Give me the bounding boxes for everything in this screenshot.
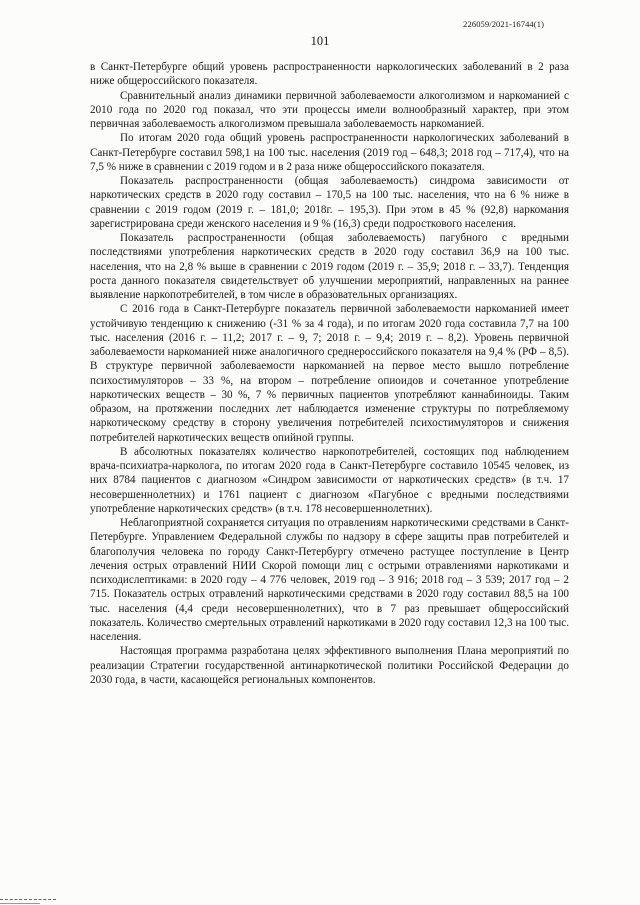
- document-body: [90, 60, 569, 687]
- scan-artifact-line: [0, 903, 40, 904]
- scan-artifact-line: [0, 899, 56, 901]
- paragraph: С 2016 года в Санкт-Петербурге показатель первичной заболеваемости наркоманией имеет устойчивую тенденцию к снижению (-31 % за 4 года), и по итогам 2020 года составила 7,7 на 100 тыс. населения (2016 г. – 11,2; 2017 г. – 9, 7; 2018 г. – 9,4; 2019 г. – 8,2). Уровень первичной заболеваемости наркоманией ниже аналогичного среднероссийского показателя на 9,4 % (РФ – 8,5). В структуре первичной заболеваемости наркоманией на первое место вышло потребление психостимуляторов – 33 %, на втором – потребление опиоидов и сочетанное употребление наркотических веществ – 30 %, 7 % первичных пациентов употребляют каннабиноиды. Таким образом, на протяжении последних лет наблюдается изменение структуры по потребляемому наркотическому средству в сторону увеличения потребителей психостимуляторов и снижения потребителей наркотических веществ опийной группы.: [90, 303, 569, 444]
- page-number: 101: [310, 34, 330, 48]
- paragraph: в Санкт-Петербурге общий уровень распространенности наркологических заболеваний в 2 раза ниже общероссийского показателя.: [90, 61, 569, 88]
- paragraph: По итогам 2020 года общий уровень распространенности наркологических заболеваний в Санкт-Петербурге составил 598,1 на 100 тыс. населения (2019 год – 648,3; 2018 год – 717,4), что на 7,5 % ниже в сравнении с 2019 годом и в 2 раза ниже общероссийского показателя.: [90, 132, 569, 173]
- paragraph: Показатель распространенности (общая заболеваемость) пагубного с вредными последствиями употребления наркотических средств в 2020 году составил 36,9 на 100 тыс. населения, что на 2,8 % выше в сравнении с 2019 годом (2019 г. – 35,9; 2018 г. – 33,7). Тенденция роста данного показателя свидетельствует об улучшении мероприятий, направленных на раннее выявление наркопотребителей, в том числе в образовательных организациях.: [90, 232, 569, 301]
- paragraph: Неблагоприятной сохраняется ситуация по отравлениям наркотическими средствами в Санкт-Петербурге. Управлением Федеральной службы по надзору в сфере защиты прав потребителей и благополучия человека по городу Санкт-Петербургу отмечено растущее поступление в Центр лечения острых отравлений НИИ Скорой помощи лиц с острыми отравлениями наркотиками и психодислептиками: в 2020 году – 4 776 человек, 2019 год – 3 916; 2018 год – 3 539; 2017 год – 2 715. Показатель острых отравлений наркотическими средствами в 2020 году составил 88,5 на 100 тыс. населения (4,4 среди несовершеннолетних), что в 7 раз превышает общероссийский показатель. Количество смертельных отравлений наркотиками в 2020 году составил 12,3 на 100 тыс. населения.: [90, 517, 569, 643]
- paragraph: Показатель распространенности (общая заболеваемость) синдрома зависимости от наркотических средств в 2020 году составил – 170,5 на 100 тыс. населения, что на 6 % ниже в сравнении с 2019 годом (2019 г. – 181,0; 2018г. – 195,3). При этом в 45 % (92,8) наркомания зарегистрирована среди женского населения и 9 % (16,3) среди подросткового населения.: [90, 175, 569, 230]
- paragraph: В абсолютных показателях количество наркопотребителей, состоящих под наблюдением врача-психиатра-нарколога, по итогам 2020 года в Санкт-Петербурге составило 10545 человек, из них 8784 пациентов с диагнозом «Синдром зависимости от наркотических средств» (в т.ч. 17 несовершеннолетних) и 1761 пациент с диагнозом «Пагубное с вредными последствиями употребление наркотических средств» (в т.ч. 178 несовершеннолетних).: [90, 445, 569, 515]
- paragraph: Сравнительный анализ динамики первичной заболеваемости алкоголизмом и наркоманией с 2010 года по 2020 год показал, что эти процессы имели волнообразный характер, при этом первичная заболеваемость алкоголизмом превышала заболеваемость наркоманией.: [90, 89, 569, 130]
- paragraph: Настоящая программа разработана целях эффективного выполнения Плана мероприятий по реализации Стратегии государственной антинаркотической политики Российской Федерации до 2030 года, в части, касающейся региональных компонентов.: [90, 645, 569, 686]
- document-id: 226059/2021-16744(1): [463, 19, 544, 29]
